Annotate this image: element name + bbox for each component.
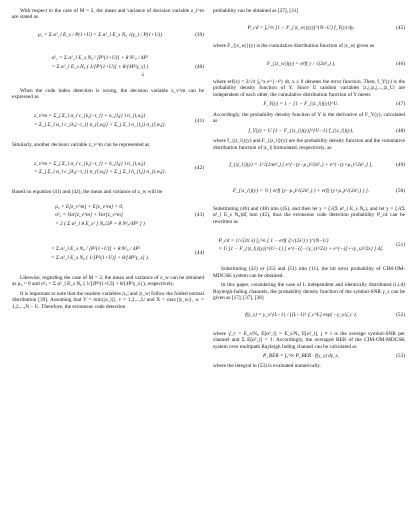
- paragraph: Based on equation (41) and (42), the mean and variance of z_w will be: [12, 189, 163, 196]
- paragraph: where γ̄_c = E_s/N₀ E[α²_l] = E_s/N₀ E[α²_l], j ≠ l is the average symbol-SNR per channel and Σ E[α²_l] = 1. Accordingly, the averaged BER of the CIM-OM-MDCSK system over multipath Rayleigh fading channel can be calculated as: [213, 330, 405, 350]
- equation-39: [12, 24, 204, 46]
- paragraph: probability can be obtained as [27], [31]: [213, 8, 299, 14]
- equation-body: f(γ_s) = γ_s^{L−1} / [(L−1)! γ̄_c^L] exp( −γ_s/γ̄_c ),: [245, 312, 357, 319]
- equation-number: (41): [195, 117, 204, 124]
- equation-number: (45): [396, 25, 405, 32]
- paragraph: Similarly, another decision variable z_v^m can be represented as: [12, 141, 150, 148]
- equation-40: [12, 50, 204, 84]
- paragraph: where F_{|z_w|}(y) is the cumulative distribution function of |z_w| given as: [213, 43, 375, 50]
- equation-44: [12, 237, 204, 271]
- equation-line: σ²₁ = Σ α²_l E_s N₀ / [P²(1+U)] + θ N²₀ / 4P²: [51, 55, 149, 62]
- equation-number: (53): [396, 352, 405, 359]
- paragraph: Accordingly, the probability density function of Y is the derivative of F_Y(y), calculated as: [213, 111, 405, 125]
- equation-body: F_{|z_w|}(y) = erf( y / √(2σ²₂) ),: [266, 60, 336, 67]
- equation-51: [213, 228, 405, 262]
- paragraph: Likewise, regarding the case of M = 2, the mean and variance of z_w can be obtained as μ₃ = 0 and σ²₃ = Σ α²_l E_s N₀ ( 1/[2P²(1+U)] + θ/[4P²γ_s] ), respectively.: [12, 274, 204, 288]
- equation-body: P_cd = ∫₀^∞ [1 − F_{|z_w|}(y)]^{N−U} f_Y(y) dy,: [247, 25, 355, 32]
- equation-underbrace-label: λ: [141, 72, 144, 79]
- equation-number: (42): [195, 165, 204, 172]
- equation-line: = Σ α²_l E_s N₀ ( 1/[P²(1+U)] + θ/[4P²γ_s] ): [51, 63, 149, 70]
- equation-number: (46): [396, 60, 405, 67]
- equation-43: [12, 199, 204, 233]
- equation-body: F_Y(y) = 1 − [1 − F_{|z_l|}(y)]^U.: [263, 101, 339, 108]
- equation-line: = Σ_j Σ_l α_l c_{k,j−τ_l} n_{l,w,j} + Σ_j Σ_l ñ_{l,j} n_{l,w,j}.: [34, 169, 166, 176]
- equation-body: P_BER = ∫₀^∞ P_BER · f(γ_s) dγ_s,: [263, 352, 339, 359]
- paragraph: When the code index detection is wrong, the decision variable z_v^m can be expressed as: [12, 87, 204, 101]
- paragraph: Substituting (32) or (35) and (51) into (11), the bit error probability of CIM-OM-MDCSK system can be obtained.: [213, 266, 405, 279]
- equation-46: [213, 53, 405, 75]
- equation-41: [12, 104, 204, 138]
- equation-line: μ₂ = E[z_v^m] + E[z_v^m] = 0,: [55, 204, 124, 211]
- equation-line: P_cd = 1/√(2π λ) ∫₀^∞ [ 1 − erf( ζ/√(2λ²) ) ]^{N−U}: [218, 237, 329, 244]
- equation-body: f_Y(y) = U [1 − F_{|z_l|}(y)]^{U−1} f_{|z_l|}(y),: [248, 127, 354, 134]
- equation-53: [213, 353, 405, 359]
- equation-number: (43): [195, 212, 204, 219]
- equation-50: [213, 180, 405, 202]
- equation-48: [213, 128, 405, 134]
- equation-number: (47): [396, 101, 405, 108]
- paragraph: It is important to note that the random variables |z₁| and |z_w| follow the folded normal distribution [39]. Assuming that Y = min{|z_l|}, v = 1,2,...,U and X = max{|z_w|}, w = 1,2,...,N − U. Therefore, the erroneous code detection: [12, 290, 204, 310]
- equation-number: (52): [396, 312, 405, 319]
- equation-52: [213, 305, 405, 327]
- paragraph: where erf(x) = 2/√π ∫₀^x e^{−t²} dt, x ≥ 0 denotes the error function. Then, f_Y(y) is the probability density function of Y. Since U random variables |z₁|,|z₂|,...,|z_U| are independent of each other, the cumulative distribution function of Y meets: [213, 78, 405, 98]
- equation-47: [213, 101, 405, 107]
- equation-number: (44): [195, 250, 204, 257]
- equation-number: (40): [195, 63, 204, 70]
- paragraph: where f_{|z_l|}(y) and F_{|z_l|}(y) are the probability density function and the cumulative distribution function of |z_l| formulated, respectively, as: [213, 138, 405, 151]
- equation-line: = Σ_j Σ_l α_l c_{k,j−τ_l} n_{l,w,j} + Σ_j Σ_l n_{l,j} n_{l,w,j}.: [34, 121, 166, 128]
- equation-number: (48): [396, 127, 405, 134]
- equation-line: z_v^m = Σ_j Σ_l α_l c_{k,j−τ_l} + n_{l,j} ) n_{l,w,j}: [34, 113, 146, 120]
- equation-number: (49): [396, 161, 405, 168]
- paragraph: With respect to the case of M = 2, the mean and variance of decision variable z_l^m are stated as: [12, 8, 204, 21]
- equation-42: [12, 151, 204, 185]
- equation-number: (51): [396, 242, 405, 249]
- equation-line: σ²₂ = Var[z_v^m] + Var[z_v^m]: [55, 212, 123, 219]
- paragraph: In this paper, considering the case of L independent and identically distributed (i.i.d) Rayleigh-fading channels, the probability density function of the symbol-SNR γ_s can be given as [17], [37], [38]: [213, 282, 405, 302]
- equation-line: = 2 ( Σ α²_l θ E_s² [ N₀/2P + θ N²₀/4P² ] ): [55, 220, 145, 227]
- equation-body: F_{|z_l|}(y) = ½ [ erf( (y−μ₁)/√(2σ²₁) ) + erf( (y+μ₁)/√(2σ²₁) ) ].: [232, 187, 370, 194]
- equation-line: = Σ α²_l E_s N₀ / [P²(1+U)] + θ N²₀ / 4P²: [51, 246, 141, 253]
- equation-body: μ₁ = Σ α²_l E_s / P(1+U) = Σ α²_l E_s N₀ √(γ_l / P(1+U)): [38, 31, 162, 38]
- equation-number: (50): [396, 187, 405, 194]
- equation-body: f_{|z_l|}(y) = 1/√(2πσ²₁) [ e^{−(y−μ₁)²/2σ²₁} + e^{−(y+μ₁)²/2σ²₁} ],: [229, 161, 373, 168]
- paragraph: Substituting (46) and (48) into (45), and then let y = ζ√(Σ α²_l E_s N₀), and let y = ζ√(Σ α²_l E_s N₀)dζ into (45), thus the erroneous code detection probability P_cd can be rewritten as: [213, 205, 405, 225]
- equation-45: [213, 17, 405, 39]
- left-column: [12, 8, 204, 313]
- right-column: [213, 8, 405, 373]
- paragraph: where the integral in (53) is evaluated numerically.: [213, 363, 321, 370]
- equation-line: = Σ α²_l E_s N₀ ( 1/[P²(1+U)] + θ/[4P²γ_s] ).: [51, 254, 149, 261]
- equation-number: (39): [195, 31, 204, 38]
- equation-line: z_v^m = Σ_j Σ_l α_l c_{k,j−τ_l} + ñ_{l,j} ) n_{l,w,j}: [34, 160, 146, 167]
- equation-line: × U [1 − F_{|z_l|}(y)]^{U−1} [ e^{−(ζ−√γ_s)²/2λ} + e^{−(ζ+√γ_s)²/2λ} ] dζ.: [218, 246, 384, 253]
- equation-49: [213, 154, 405, 176]
